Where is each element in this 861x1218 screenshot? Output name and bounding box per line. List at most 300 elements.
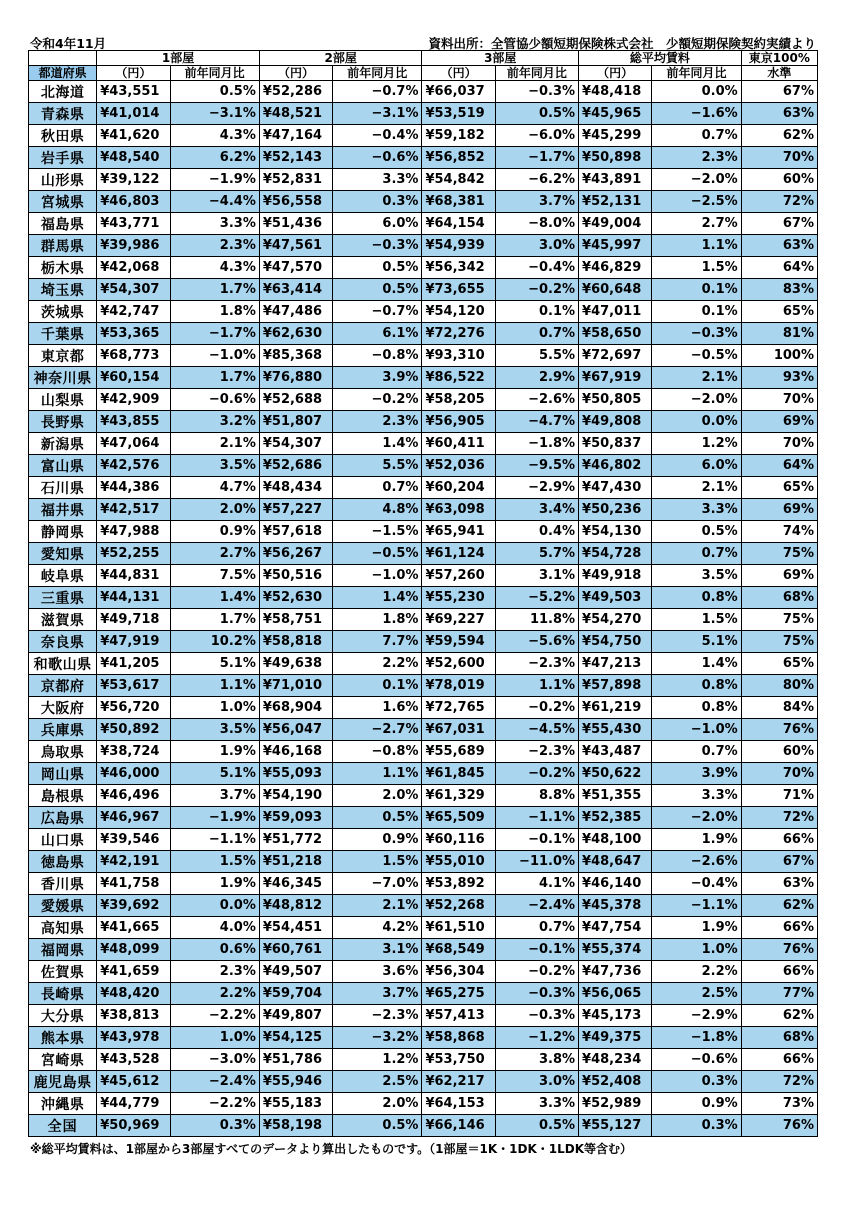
yoy-average: 0.1% [652,279,741,301]
rent-average: ¥49,918 [579,565,652,587]
yoy-1room: −3.1% [170,103,259,125]
header-yen: （円） [259,66,332,81]
rent-3room: ¥68,381 [422,191,495,213]
yoy-average: −0.5% [652,345,741,367]
yoy-2room: 7.7% [333,631,422,653]
table-row [29,917,818,939]
yoy-3room: −4.7% [495,411,578,433]
yoy-2room: 1.5% [333,851,422,873]
rent-3room: ¥69,227 [422,609,495,631]
rent-average: ¥54,750 [579,631,652,653]
rent-2room: ¥57,618 [259,521,332,543]
rent-average: ¥45,173 [579,1005,652,1027]
rent-1room: ¥48,099 [97,939,170,961]
tokyo-level: 62% [741,895,817,917]
rent-2room: ¥51,772 [259,829,332,851]
rent-2room: ¥50,516 [259,565,332,587]
yoy-average: 6.0% [652,455,741,477]
yoy-2room: 1.4% [333,587,422,609]
table-row [29,741,818,763]
rent-2room: ¥60,761 [259,939,332,961]
yoy-1room: 2.0% [170,499,259,521]
yoy-1room: 4.7% [170,477,259,499]
yoy-2room: −0.7% [333,301,422,323]
prefecture-name: 神奈川県 [29,367,97,389]
prefecture-name: 北海道 [29,81,97,103]
rent-3room: ¥55,689 [422,741,495,763]
header-yoy: 前年同月比 [170,66,259,81]
rent-2room: ¥58,198 [259,1115,332,1137]
rent-2room: ¥57,227 [259,499,332,521]
table-row [29,433,818,455]
prefecture-name: 奈良県 [29,631,97,653]
table-row [29,81,818,103]
rent-average: ¥47,430 [579,477,652,499]
prefecture-name: 福岡県 [29,939,97,961]
rent-3room: ¥93,310 [422,345,495,367]
rent-average: ¥46,140 [579,873,652,895]
yoy-1room: 7.5% [170,565,259,587]
table-row [29,653,818,675]
prefecture-name: 富山県 [29,455,97,477]
yoy-1room: 3.2% [170,411,259,433]
table-row [29,279,818,301]
yoy-2room: 3.1% [333,939,422,961]
tokyo-level: 80% [741,675,817,697]
rent-2room: ¥56,267 [259,543,332,565]
rent-2room: ¥51,786 [259,1049,332,1071]
rent-2room: ¥46,345 [259,873,332,895]
yoy-average: 0.1% [652,301,741,323]
rent-average: ¥55,430 [579,719,652,741]
prefecture-name: 長野県 [29,411,97,433]
tokyo-level: 70% [741,389,817,411]
rent-2room: ¥52,831 [259,169,332,191]
table-body [29,81,818,1137]
header-average: 総平均賃料 [579,51,742,66]
rent-2room: ¥55,093 [259,763,332,785]
rent-1room: ¥38,724 [97,741,170,763]
prefecture-name: 沖縄県 [29,1093,97,1115]
yoy-1room: 0.0% [170,895,259,917]
yoy-average: 3.9% [652,763,741,785]
rent-3room: ¥59,594 [422,631,495,653]
yoy-2room: 6.1% [333,323,422,345]
rent-2room: ¥76,880 [259,367,332,389]
yoy-3room: 0.7% [495,917,578,939]
yoy-3room: −2.6% [495,389,578,411]
yoy-2room: 2.0% [333,785,422,807]
rent-2room: ¥56,047 [259,719,332,741]
rent-1room: ¥47,064 [97,433,170,455]
yoy-1room: −4.4% [170,191,259,213]
yoy-1room: 4.3% [170,257,259,279]
table-row [29,609,818,631]
header-yoy: 前年同月比 [652,66,741,81]
rent-1room: ¥44,831 [97,565,170,587]
table-row [29,1005,818,1027]
table-row [29,829,818,851]
yoy-1room: 1.8% [170,301,259,323]
prefecture-name: 愛知県 [29,543,97,565]
yoy-2room: −2.7% [333,719,422,741]
header-row-groups [29,51,818,66]
yoy-average: 3.3% [652,785,741,807]
yoy-1room: 1.9% [170,741,259,763]
tokyo-level: 65% [741,301,817,323]
tokyo-level: 69% [741,411,817,433]
prefecture-name: 岐阜県 [29,565,97,587]
yoy-1room: 0.6% [170,939,259,961]
rent-average: ¥50,622 [579,763,652,785]
rent-3room: ¥65,275 [422,983,495,1005]
yoy-average: −1.0% [652,719,741,741]
prefecture-name: 鳥取県 [29,741,97,763]
yoy-3room: −2.3% [495,741,578,763]
header-yoy: 前年同月比 [495,66,578,81]
rent-3room: ¥53,750 [422,1049,495,1071]
tokyo-level: 72% [741,1071,817,1093]
yoy-1room: 1.5% [170,851,259,873]
yoy-1room: 1.4% [170,587,259,609]
rent-2room: ¥48,521 [259,103,332,125]
tokyo-level: 75% [741,609,817,631]
rent-2room: ¥47,486 [259,301,332,323]
tokyo-level: 65% [741,477,817,499]
yoy-2room: 1.8% [333,609,422,631]
yoy-2room: −1.0% [333,565,422,587]
rent-average: ¥48,647 [579,851,652,873]
rent-2room: ¥62,630 [259,323,332,345]
rent-1room: ¥53,365 [97,323,170,345]
table-row [29,499,818,521]
rent-3room: ¥61,510 [422,917,495,939]
yoy-2room: −3.1% [333,103,422,125]
rent-1room: ¥43,771 [97,213,170,235]
yoy-3room: 3.8% [495,1049,578,1071]
yoy-3room: 8.8% [495,785,578,807]
yoy-2room: −1.5% [333,521,422,543]
yoy-average: 0.3% [652,1071,741,1093]
yoy-2room: 0.5% [333,1115,422,1137]
yoy-average: 1.9% [652,917,741,939]
rent-2room: ¥47,570 [259,257,332,279]
table-row [29,257,818,279]
rent-3room: ¥68,549 [422,939,495,961]
yoy-3room: −2.9% [495,477,578,499]
rent-3room: ¥62,217 [422,1071,495,1093]
rent-3room: ¥66,146 [422,1115,495,1137]
prefecture-name: 全国 [29,1115,97,1137]
rent-3room: ¥54,939 [422,235,495,257]
table-row [29,367,818,389]
prefecture-name: 佐賀県 [29,961,97,983]
yoy-2room: 0.7% [333,477,422,499]
tokyo-level: 93% [741,367,817,389]
yoy-2room: 0.5% [333,279,422,301]
header-row-units [29,66,818,81]
table-row [29,1093,818,1115]
rent-1room: ¥41,665 [97,917,170,939]
rent-3room: ¥58,868 [422,1027,495,1049]
rent-3room: ¥59,182 [422,125,495,147]
yoy-3room: 5.5% [495,345,578,367]
rent-average: ¥45,997 [579,235,652,257]
yoy-1room: −2.2% [170,1093,259,1115]
rent-average: ¥47,736 [579,961,652,983]
rent-1room: ¥42,909 [97,389,170,411]
yoy-3room: −0.1% [495,829,578,851]
rent-1room: ¥48,540 [97,147,170,169]
yoy-3room: −6.2% [495,169,578,191]
prefecture-name: 島根県 [29,785,97,807]
tokyo-level: 62% [741,125,817,147]
yoy-3room: 3.0% [495,235,578,257]
prefecture-name: 静岡県 [29,521,97,543]
rent-3room: ¥56,852 [422,147,495,169]
yoy-3room: 0.5% [495,1115,578,1137]
prefecture-name: 青森県 [29,103,97,125]
yoy-1room: −2.4% [170,1071,259,1093]
rent-1room: ¥53,617 [97,675,170,697]
rent-1room: ¥42,747 [97,301,170,323]
rent-average: ¥50,805 [579,389,652,411]
yoy-average: −1.6% [652,103,741,125]
rent-3room: ¥61,329 [422,785,495,807]
tokyo-level: 73% [741,1093,817,1115]
prefecture-name: 長崎県 [29,983,97,1005]
yoy-3room: −0.3% [495,983,578,1005]
rent-2room: ¥51,807 [259,411,332,433]
rent-1room: ¥48,420 [97,983,170,1005]
rent-2room: ¥52,143 [259,147,332,169]
header-blank [29,51,97,66]
table-row [29,1071,818,1093]
yoy-1room: 1.7% [170,609,259,631]
rent-average: ¥46,829 [579,257,652,279]
yoy-average: 1.9% [652,829,741,851]
tokyo-level: 66% [741,961,817,983]
header-yen: （円） [579,66,652,81]
rent-2room: ¥47,164 [259,125,332,147]
yoy-average: 1.5% [652,609,741,631]
yoy-average: 2.5% [652,983,741,1005]
rent-average: ¥58,650 [579,323,652,345]
table-row [29,983,818,1005]
tokyo-level: 70% [741,433,817,455]
rent-3room: ¥58,205 [422,389,495,411]
tokyo-level: 60% [741,169,817,191]
header-level: 水準 [741,66,817,81]
rent-3room: ¥55,010 [422,851,495,873]
header-3room: 3部屋 [422,51,579,66]
prefecture-name: 宮城県 [29,191,97,213]
rent-average: ¥52,131 [579,191,652,213]
yoy-3room: −1.7% [495,147,578,169]
rent-3room: ¥60,116 [422,829,495,851]
rent-average: ¥43,487 [579,741,652,763]
rent-1room: ¥50,892 [97,719,170,741]
tokyo-level: 69% [741,565,817,587]
yoy-2room: 2.1% [333,895,422,917]
rent-average: ¥48,100 [579,829,652,851]
tokyo-level: 68% [741,587,817,609]
rent-1room: ¥41,205 [97,653,170,675]
yoy-average: 3.5% [652,565,741,587]
yoy-1room: 6.2% [170,147,259,169]
yoy-3room: 3.3% [495,1093,578,1115]
table-row [29,1027,818,1049]
yoy-average: 0.9% [652,1093,741,1115]
rent-1room: ¥68,773 [97,345,170,367]
rent-average: ¥49,004 [579,213,652,235]
rent-2room: ¥51,218 [259,851,332,873]
yoy-2room: 2.0% [333,1093,422,1115]
yoy-average: 1.1% [652,235,741,257]
yoy-3room: −0.1% [495,939,578,961]
rent-1room: ¥42,068 [97,257,170,279]
rent-3room: ¥60,204 [422,477,495,499]
yoy-3room: −11.0% [495,851,578,873]
rent-2room: ¥52,286 [259,81,332,103]
yoy-average: 1.2% [652,433,741,455]
yoy-1room: −1.7% [170,323,259,345]
yoy-1room: 3.5% [170,455,259,477]
rent-average: ¥52,989 [579,1093,652,1115]
yoy-1room: 2.1% [170,433,259,455]
yoy-average: 2.1% [652,477,741,499]
prefecture-name: 秋田県 [29,125,97,147]
tokyo-level: 69% [741,499,817,521]
rent-1room: ¥46,803 [97,191,170,213]
yoy-2room: −0.8% [333,345,422,367]
rent-2room: ¥56,558 [259,191,332,213]
rent-2room: ¥52,688 [259,389,332,411]
rent-average: ¥50,898 [579,147,652,169]
rent-1room: ¥56,720 [97,697,170,719]
table-row [29,455,818,477]
rent-3room: ¥61,124 [422,543,495,565]
yoy-2room: 0.1% [333,675,422,697]
prefecture-name: 宮崎県 [29,1049,97,1071]
yoy-1room: 1.7% [170,279,259,301]
rent-average: ¥50,236 [579,499,652,521]
yoy-1room: 5.1% [170,653,259,675]
prefecture-name: 山口県 [29,829,97,851]
yoy-3room: −2.4% [495,895,578,917]
yoy-average: −2.5% [652,191,741,213]
rent-3room: ¥60,411 [422,433,495,455]
prefecture-name: 福井県 [29,499,97,521]
yoy-3room: 11.8% [495,609,578,631]
rent-3room: ¥66,037 [422,81,495,103]
rent-1room: ¥39,546 [97,829,170,851]
yoy-2room: −2.3% [333,1005,422,1027]
table-row [29,873,818,895]
rent-average: ¥45,378 [579,895,652,917]
rent-1room: ¥39,986 [97,235,170,257]
rent-3room: ¥67,031 [422,719,495,741]
yoy-2room: 2.3% [333,411,422,433]
rent-1room: ¥46,967 [97,807,170,829]
yoy-3room: 3.1% [495,565,578,587]
prefecture-name: 福島県 [29,213,97,235]
yoy-average: 1.5% [652,257,741,279]
yoy-2room: 3.3% [333,169,422,191]
prefecture-name: 大阪府 [29,697,97,719]
rent-1room: ¥42,517 [97,499,170,521]
prefecture-name: 山梨県 [29,389,97,411]
rent-1room: ¥49,718 [97,609,170,631]
yoy-2room: 3.6% [333,961,422,983]
yoy-3room: −6.0% [495,125,578,147]
yoy-2room: 4.2% [333,917,422,939]
yoy-3room: −8.0% [495,213,578,235]
yoy-average: 2.7% [652,213,741,235]
rent-1room: ¥47,988 [97,521,170,543]
yoy-1room: −3.0% [170,1049,259,1071]
yoy-2room: 0.9% [333,829,422,851]
rent-1room: ¥52,255 [97,543,170,565]
yoy-1room: 3.3% [170,213,259,235]
rent-2room: ¥71,010 [259,675,332,697]
prefecture-name: 高知県 [29,917,97,939]
rent-average: ¥47,011 [579,301,652,323]
rent-3room: ¥64,154 [422,213,495,235]
rent-2room: ¥54,190 [259,785,332,807]
rent-1room: ¥39,692 [97,895,170,917]
rent-average: ¥48,418 [579,81,652,103]
tokyo-level: 84% [741,697,817,719]
header-tokyo100: 東京100% [741,51,817,66]
tokyo-level: 60% [741,741,817,763]
yoy-average: −1.1% [652,895,741,917]
rent-1room: ¥41,758 [97,873,170,895]
yoy-average: 0.7% [652,125,741,147]
table-row [29,851,818,873]
rent-3room: ¥64,153 [422,1093,495,1115]
yoy-3room: 3.0% [495,1071,578,1093]
tokyo-level: 76% [741,939,817,961]
rent-3room: ¥53,519 [422,103,495,125]
prefecture-name: 大分県 [29,1005,97,1027]
rent-average: ¥60,648 [579,279,652,301]
rent-2room: ¥48,812 [259,895,332,917]
rent-2room: ¥85,368 [259,345,332,367]
table-row [29,389,818,411]
rent-average: ¥50,837 [579,433,652,455]
tokyo-level: 70% [741,763,817,785]
prefecture-name: 群馬県 [29,235,97,257]
rent-1room: ¥54,307 [97,279,170,301]
yoy-3room: 0.1% [495,301,578,323]
table-row [29,103,818,125]
rent-2room: ¥59,704 [259,983,332,1005]
rent-average: ¥43,891 [579,169,652,191]
rent-1room: ¥43,978 [97,1027,170,1049]
yoy-2room: −0.4% [333,125,422,147]
rent-average: ¥57,898 [579,675,652,697]
yoy-average: 5.1% [652,631,741,653]
rent-3room: ¥65,941 [422,521,495,543]
table-row [29,213,818,235]
yoy-3room: −1.1% [495,807,578,829]
yoy-average: 1.0% [652,939,741,961]
yoy-average: −0.4% [652,873,741,895]
table-row [29,521,818,543]
tokyo-level: 67% [741,851,817,873]
rent-1room: ¥60,154 [97,367,170,389]
